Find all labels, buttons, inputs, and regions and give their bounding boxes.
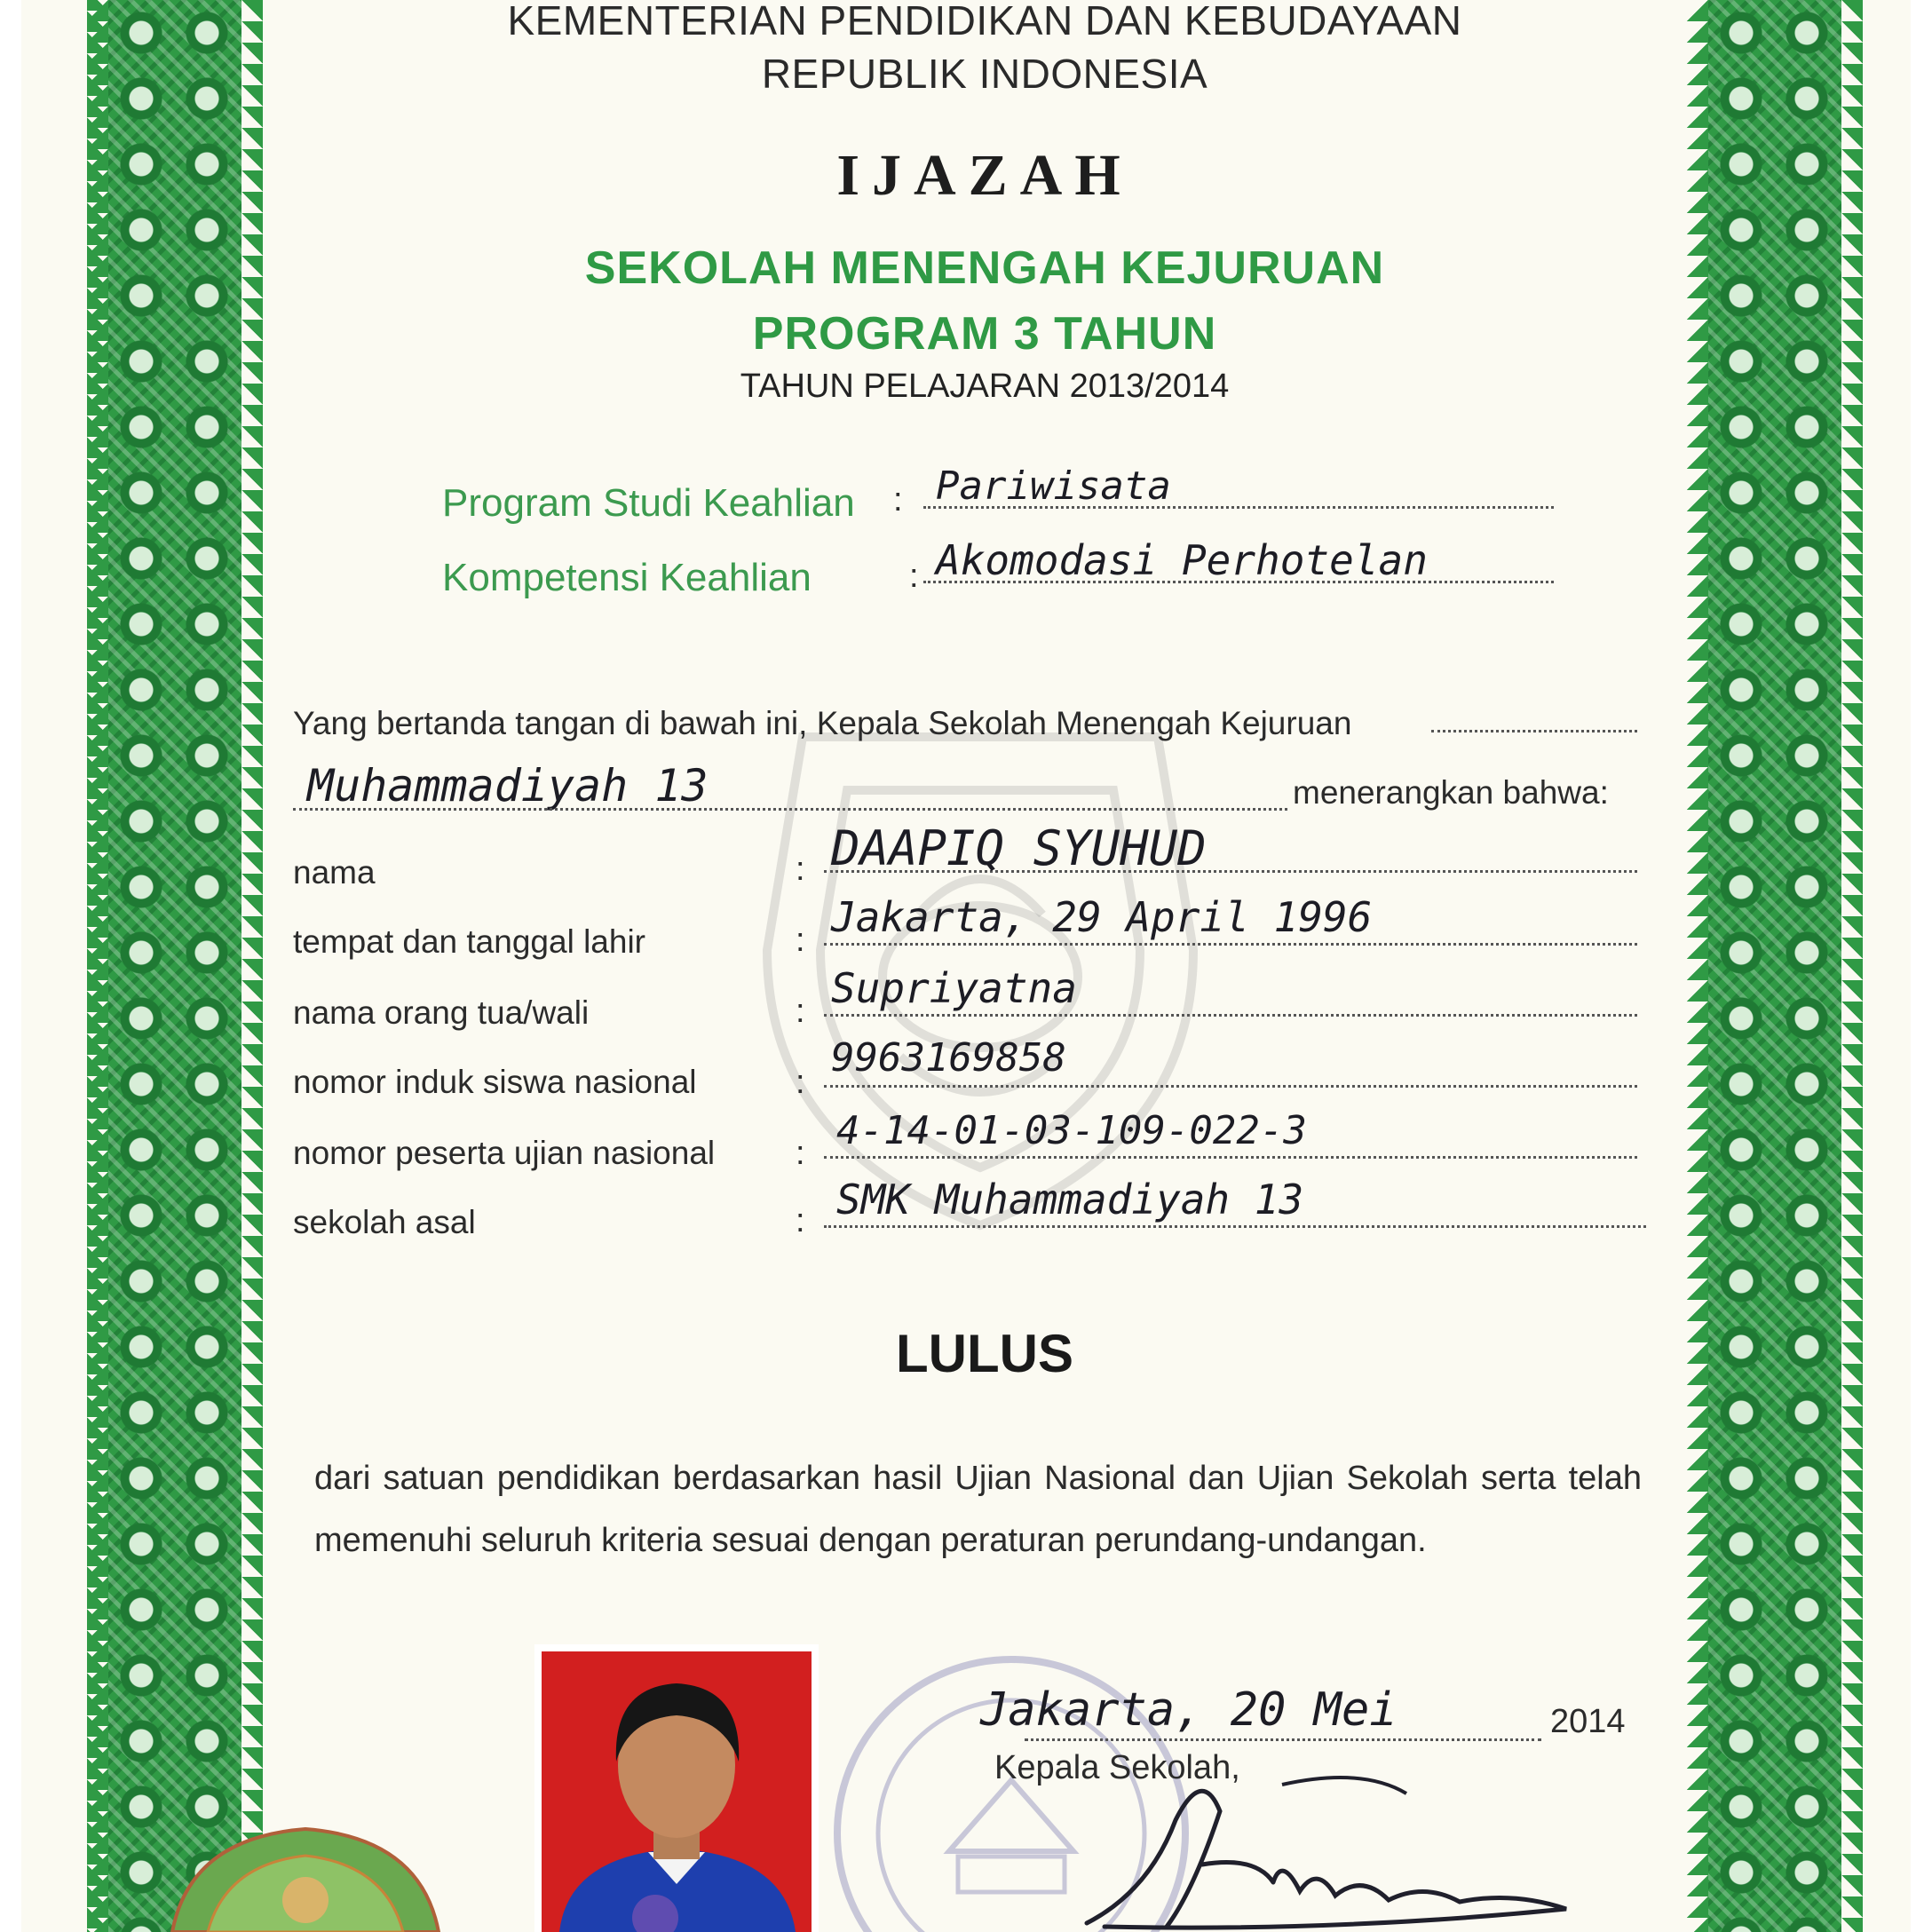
declaration-intro: Yang bertanda tangan di bawah ini, Kepala Sekolah Menengah Kejuruan	[293, 705, 1352, 741]
signing-dotted-line	[1025, 1738, 1541, 1741]
nama-value: DAAPIQ SYUHUD	[831, 820, 1207, 876]
declaration-suffix: menerangkan bahwa:	[1293, 774, 1609, 811]
program-title: PROGRAM 3 TAHUN	[752, 308, 1217, 360]
field-colon: :	[796, 851, 805, 888]
field-colon: :	[796, 993, 805, 1030]
kompetensi-label: Kompetensi Keahlian	[442, 556, 812, 599]
sekolah-asal-label: sekolah asal	[293, 1204, 476, 1240]
ttl-value: Jakarta, 29 April 1996	[831, 893, 1373, 941]
orang-tua-value: Supriyatna	[831, 964, 1077, 1012]
school-type-title: SEKOLAH MENENGAH KEJURUAN	[584, 242, 1385, 294]
orang-tua-label: nama orang tua/wali	[293, 994, 590, 1031]
declaration-dotted-line	[293, 808, 1287, 811]
field-colon: :	[796, 1135, 805, 1172]
field-colon: :	[909, 558, 919, 595]
ministry-line-2: REPUBLIK INDONESIA	[761, 51, 1208, 97]
declaration-dotted-line	[1431, 730, 1637, 732]
ttl-label: tempat dan tanggal lahir	[293, 923, 645, 960]
program-studi-value: Pariwisata	[936, 463, 1171, 509]
result-description: dari satuan pendidikan berdasarkan hasil Ujian Nasional dan Ujian Sekolah serta telah memenuhi seluruh kriteria sesuai dengan peraturan perundang-undangan.	[314, 1460, 1642, 1559]
signing-year: 2014	[1550, 1703, 1626, 1740]
field-dotted-line	[824, 1014, 1637, 1017]
student-photo	[534, 1644, 819, 1932]
field-colon: :	[796, 1064, 805, 1101]
nisn-value: 9963169858	[831, 1035, 1066, 1081]
principal-signature	[1069, 1758, 1619, 1932]
field-dotted-line	[824, 1085, 1637, 1088]
field-colon: :	[796, 922, 805, 959]
signing-role: Kepala Sekolah,	[994, 1749, 1240, 1786]
field-dotted-line	[824, 1156, 1637, 1159]
declaration-school-name: Muhammadiyah 13	[307, 760, 709, 812]
ornamental-border-left	[108, 0, 242, 1932]
field-dotted-line	[824, 943, 1637, 946]
ornamental-border-right	[1708, 0, 1841, 1932]
nisn-label: nomor induk siswa nasional	[293, 1064, 697, 1100]
certificate-sheet	[21, 0, 1911, 1932]
field-colon: :	[893, 481, 903, 519]
document-title: IJAZAH	[836, 143, 1133, 208]
signing-place-date: Jakarta, 20 Mei	[980, 1683, 1398, 1737]
nama-label: nama	[293, 854, 376, 891]
sekolah-asal-value: SMK Muhammadiyah 13	[836, 1176, 1304, 1223]
program-studi-label: Program Studi Keahlian	[442, 481, 855, 525]
field-dotted-line	[824, 1225, 1646, 1228]
ministry-line-1: KEMENTERIAN PENDIDIKAN DAN KEBUDAYAAN	[507, 0, 1462, 44]
nomor-ujian-label: nomor peserta ujian nasional	[293, 1135, 716, 1171]
nomor-ujian-value: 4-14-01-03-109-022-3	[836, 1108, 1307, 1153]
field-colon: :	[796, 1202, 805, 1239]
academic-year: TAHUN PELAJARAN 2013/2014	[740, 368, 1230, 405]
result-status: LULUS	[896, 1324, 1073, 1383]
kompetensi-value: Akomodasi Perhotelan	[936, 536, 1428, 584]
garuda-seal	[154, 1820, 456, 1932]
